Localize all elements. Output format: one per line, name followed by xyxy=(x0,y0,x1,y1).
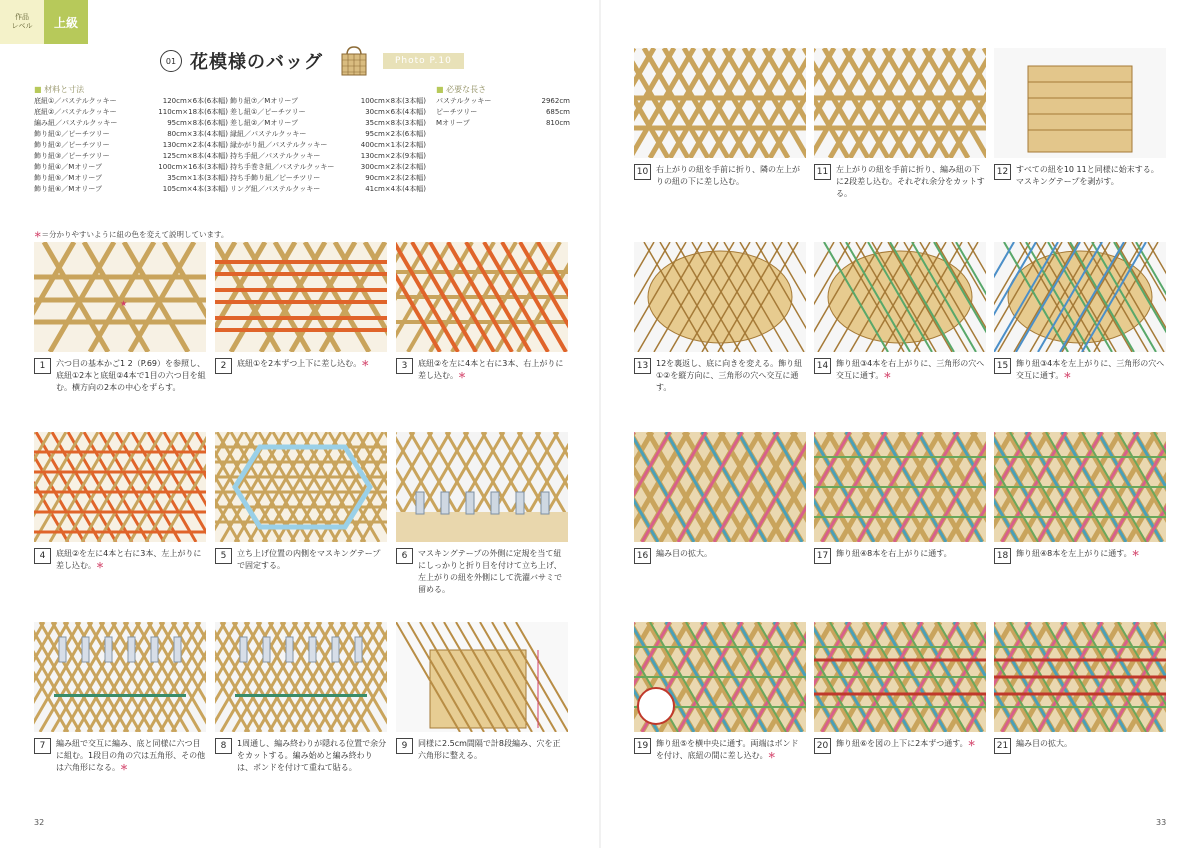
step-6 xyxy=(396,432,568,596)
material-row: 差し紐②／Mオリーブ 35cm×8本(3本幅) xyxy=(230,119,426,127)
step-number: 12 xyxy=(994,164,1011,180)
step-number: 14 xyxy=(814,358,831,374)
step-photo xyxy=(396,242,568,352)
step-text: 飾り紐④8本を右上がりに通す。 xyxy=(836,549,952,558)
step-caption xyxy=(215,548,387,572)
step-number: 8 xyxy=(215,738,232,754)
step-12 xyxy=(994,48,1166,188)
step-number: 10 xyxy=(634,164,651,180)
step-illustration xyxy=(634,242,806,352)
step-photo xyxy=(215,622,387,732)
material-row: 底紐②／パステルクッキー 110cm×18本(6本幅) xyxy=(34,108,228,116)
material-row: 飾り紐⑦／Mオリーブ 100cm×8本(3本幅) xyxy=(230,97,426,105)
step-caption xyxy=(634,164,806,188)
step-text: 右上がりの紐を手前に折り、隣の左上がりの紐の下に差し込む。 xyxy=(656,165,800,186)
step-caption xyxy=(396,548,568,596)
step-photo xyxy=(994,242,1166,352)
material-row: 持ち手飾り紐／ピーチツリー 90cm×2本(2本幅) xyxy=(230,174,426,182)
step-text: 六つ目の基本かご1 2（P.69）を参照し、底紐①2本と底紐②4本で1目の六つ目を組む。横方向の2本の中心をずらす。 xyxy=(56,359,206,392)
lengths-heading: ■ 必要な長さ xyxy=(436,84,486,95)
step-caption xyxy=(34,548,206,572)
step-number: 6 xyxy=(396,548,413,564)
step-caption xyxy=(34,738,206,774)
step-illustration xyxy=(994,242,1166,352)
step-illustration xyxy=(814,242,986,352)
step-number: 16 xyxy=(634,548,651,564)
step-illustration xyxy=(396,622,568,732)
step-caption xyxy=(994,548,1166,564)
material-row: 飾り紐③／ピーチツリー 125cm×8本(4本幅) xyxy=(34,152,228,160)
step-illustration xyxy=(634,622,806,732)
step-illustration xyxy=(215,242,387,352)
step-18 xyxy=(994,432,1166,564)
step-caption xyxy=(994,164,1166,188)
photo-reference: Photo P.10 xyxy=(383,53,464,69)
material-row: 縁紐／パステルクッキー 95cm×2本(6本幅) xyxy=(230,130,426,138)
page-right xyxy=(600,0,1200,848)
step-14 xyxy=(814,242,986,382)
step-number: 21 xyxy=(994,738,1011,754)
step-text: 同様に2.5cm間隔で計8段編み、穴を正六角形に整える。 xyxy=(418,739,561,760)
step-illustration xyxy=(994,432,1166,542)
step-caption xyxy=(396,738,568,762)
step-illustration xyxy=(34,622,206,732)
step-text: 飾り紐④8本を左上がりに通す。＊ xyxy=(1016,549,1140,558)
step-illustration xyxy=(634,432,806,542)
step-caption xyxy=(215,738,387,774)
level-tag xyxy=(0,0,88,44)
step-4 xyxy=(34,432,206,572)
material-row: 差し紐①／ピーチツリー 30cm×6本(4本幅) xyxy=(230,108,426,116)
step-illustration xyxy=(814,432,986,542)
step-caption xyxy=(634,548,806,564)
step-caption xyxy=(994,358,1166,382)
step-caption xyxy=(814,548,986,564)
step-photo xyxy=(814,432,986,542)
step-photo xyxy=(994,622,1166,732)
material-row: 持ち手紐／パステルクッキー 130cm×2本(9本幅) xyxy=(230,152,426,160)
step-20 xyxy=(814,622,986,754)
step-caption xyxy=(634,358,806,394)
step-text: 立ち上げ位置の内側をマスキングテープで固定する。 xyxy=(237,549,381,570)
step-3 xyxy=(396,242,568,382)
step-number: 18 xyxy=(994,548,1011,564)
step-number: 1 xyxy=(34,358,51,374)
step-1 xyxy=(34,242,206,394)
step-number: 5 xyxy=(215,548,232,564)
step-number: 4 xyxy=(34,548,51,564)
step-text: 12を裏返し、底に向きを変える。飾り紐①②を縦方向に、三角形の穴へ交互に通す。 xyxy=(656,359,803,392)
step-number: 13 xyxy=(634,358,651,374)
step-photo xyxy=(34,432,206,542)
step-photo xyxy=(215,432,387,542)
length-row: Mオリーブ 810cm xyxy=(436,119,570,127)
step-8 xyxy=(215,622,387,774)
step-number: 2 xyxy=(215,358,232,374)
step-illustration xyxy=(396,432,568,542)
step-text: 飾り紐⑥を図の上下に2本ずつ通す。＊ xyxy=(836,739,976,748)
step-caption xyxy=(814,738,986,754)
step-13 xyxy=(634,242,806,394)
step-number: 19 xyxy=(634,738,651,754)
step-text: 編み目の拡大。 xyxy=(1016,739,1072,748)
title-row xyxy=(160,46,464,76)
step-caption xyxy=(994,738,1166,754)
step-photo xyxy=(994,48,1166,158)
material-row: 編み紐／パステルクッキー 95cm×8本(6本幅) xyxy=(34,119,228,127)
step-text: 左上がりの紐を手前に折り、編み紐の下に2段差し込む。それぞれ余分をカットする。 xyxy=(836,165,985,198)
material-row: リング紐／パステルクッキー 41cm×4本(4本幅) xyxy=(230,185,426,193)
materials-list-1 xyxy=(34,96,228,195)
step-photo xyxy=(814,242,986,352)
material-row: 飾り紐①／ピーチツリー 80cm×3本(4本幅) xyxy=(34,130,228,138)
step-number: 9 xyxy=(396,738,413,754)
materials-heading: ■ 材料と寸法 xyxy=(34,84,84,95)
step-caption xyxy=(34,358,206,394)
material-row: 縁かがり紐／パステルクッキー 400cm×1本(2本幅) xyxy=(230,141,426,149)
level-label: 作品 レベル xyxy=(0,0,44,44)
level-value: 上級 xyxy=(44,0,88,44)
step-11 xyxy=(814,48,986,200)
step-number: 7 xyxy=(34,738,51,754)
step-illustration xyxy=(34,432,206,542)
step-15 xyxy=(994,242,1166,382)
color-note: ＊＝分かりやすいように紐の色を変えて説明しています。 xyxy=(34,230,229,239)
step-photo xyxy=(634,242,806,352)
step-text: 飾り紐③4本を右上がりに、三角形の穴へ交互に通す。＊ xyxy=(836,359,985,380)
step-photo xyxy=(814,622,986,732)
step-7 xyxy=(34,622,206,774)
step-number: 17 xyxy=(814,548,831,564)
step-number: 15 xyxy=(994,358,1011,374)
length-row: ピーチツリー 685cm xyxy=(436,108,570,116)
step-photo xyxy=(34,622,206,732)
svg-text:★: ★ xyxy=(120,299,128,308)
lengths-list xyxy=(436,96,570,129)
step-text: 1周通し、編み終わりが隠れる位置で余分をカットする。編み始めと編み終わりは、ボンドを付けて重ねて貼る。 xyxy=(237,739,387,772)
step-text: 編み目の拡大。 xyxy=(656,549,712,558)
step-text: 飾り紐⑤を横中央に通す。両端はボンドを付け、底紐の間に差し込む。＊ xyxy=(656,739,799,760)
step-illustration xyxy=(215,622,387,732)
step-number: 11 xyxy=(814,164,831,180)
step-text: 飾り紐③4本を左上がりに、三角形の穴へ交互に通す。＊ xyxy=(1016,359,1165,380)
step-illustration xyxy=(994,622,1166,732)
step-5 xyxy=(215,432,387,572)
step-photo xyxy=(994,432,1166,542)
step-caption xyxy=(215,358,387,374)
step-photo xyxy=(814,48,986,158)
step-photo xyxy=(634,432,806,542)
step-caption xyxy=(814,358,986,382)
step-19 xyxy=(634,622,806,762)
step-text: 底紐②を左に4本と右に3本、右上がりに差し込む。＊ xyxy=(418,359,564,380)
material-row: 持ち手巻き紐／パステルクッキー 300cm×2本(2本幅) xyxy=(230,163,426,171)
step-illustration xyxy=(994,48,1166,158)
step-17 xyxy=(814,432,986,564)
step-caption xyxy=(634,738,806,762)
step-text: 編み紐で交互に編み、底と同様に六つ目に組む。1段目の角の穴は五角形、その他は六角形になる。＊ xyxy=(56,739,206,772)
step-9 xyxy=(396,622,568,762)
step-photo xyxy=(34,242,206,352)
page-number-left: 32 xyxy=(34,818,45,827)
length-row: パステルクッキー 2962cm xyxy=(436,97,570,105)
step-10 xyxy=(634,48,806,188)
step-text: 底紐①を2本ずつ上下に差し込む。＊ xyxy=(237,359,370,368)
material-row: 飾り紐⑥／Mオリーブ 105cm×4本(3本幅) xyxy=(34,185,228,193)
step-caption xyxy=(396,358,568,382)
material-row: 飾り紐④／Mオリーブ 100cm×16本(3本幅) xyxy=(34,163,228,171)
step-number: 3 xyxy=(396,358,413,374)
material-row: 飾り紐②／ピーチツリー 130cm×2本(4本幅) xyxy=(34,141,228,149)
step-16 xyxy=(634,432,806,564)
step-text: 底紐②を左に4本と右に3本、左上がりに差し込む。＊ xyxy=(56,549,202,570)
page-title: 花模様のバッグ xyxy=(190,52,323,73)
step-illustration xyxy=(814,48,986,158)
step-2 xyxy=(215,242,387,374)
materials-list-2 xyxy=(230,96,426,195)
step-illustration xyxy=(396,242,568,352)
step-photo xyxy=(396,622,568,732)
step-text: マスキングテープの外側に定規を当て紐にしっかりと折り目を付けて立ち上げ、左上がりの紐を外側にして洗濯バサミで留める。 xyxy=(418,549,562,594)
step-21 xyxy=(994,622,1166,754)
step-caption xyxy=(814,164,986,200)
step-illustration xyxy=(34,242,206,352)
bag-icon xyxy=(341,46,367,76)
step-illustration xyxy=(814,622,986,732)
step-photo xyxy=(396,432,568,542)
page-number-right: 33 xyxy=(1156,818,1167,827)
step-text: すべての紐を10 11と同様に始末する。マスキングテープを剥がす。 xyxy=(1016,165,1159,186)
title-number: 01 xyxy=(160,50,182,72)
step-number: 20 xyxy=(814,738,831,754)
step-illustration xyxy=(215,432,387,542)
step-photo xyxy=(215,242,387,352)
material-row: 飾り紐⑤／Mオリーブ 35cm×1本(3本幅) xyxy=(34,174,228,182)
material-row: 底紐①／パステルクッキー 120cm×6本(6本幅) xyxy=(34,97,228,105)
step-photo xyxy=(634,622,806,732)
step-illustration xyxy=(634,48,806,158)
step-photo xyxy=(634,48,806,158)
